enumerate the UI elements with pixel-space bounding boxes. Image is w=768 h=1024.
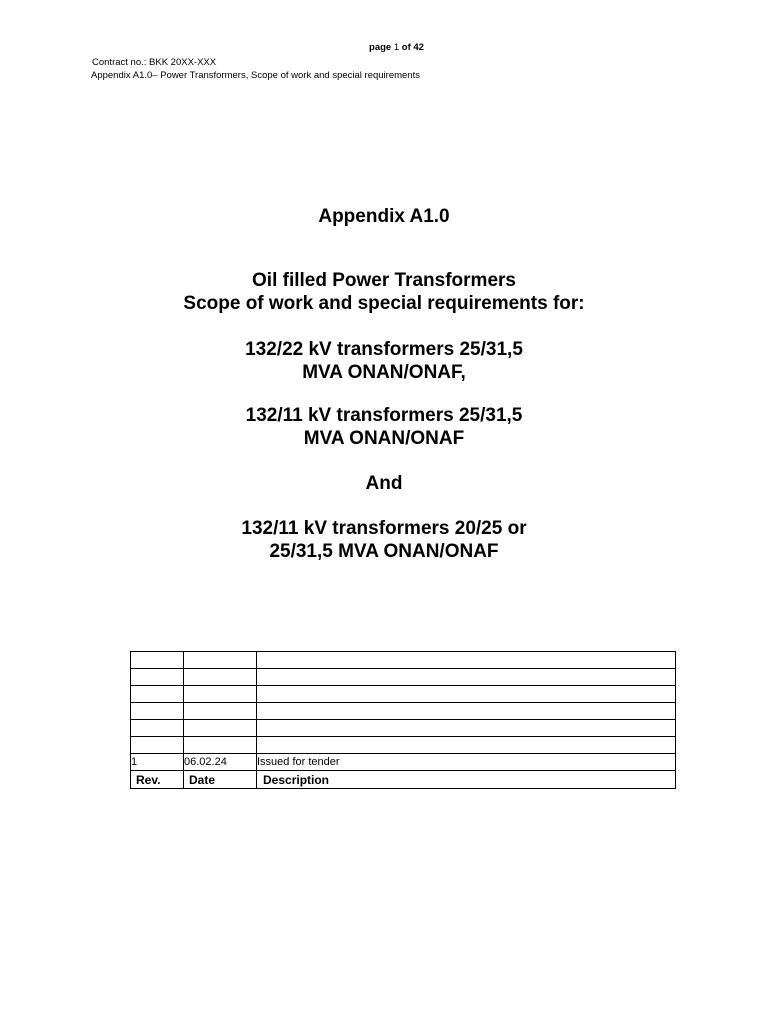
spec-1-line-1: 132/22 kV transformers 25/31,5	[245, 339, 523, 360]
rev-cell: 1	[131, 754, 184, 771]
appendix-title: Appendix A1.0	[318, 206, 450, 227]
doc-title-line-2: Scope of work and special requirements for:	[183, 293, 585, 314]
table-row	[131, 686, 676, 703]
table-row	[131, 754, 676, 771]
date-cell	[184, 669, 257, 686]
rev-cell	[131, 686, 184, 703]
table-row	[131, 737, 676, 754]
spec-2-line-2: MVA ONAN/ONAF	[303, 428, 465, 449]
description-cell: Issued for tender	[257, 754, 676, 771]
date-cell: 06.02.24	[184, 754, 257, 771]
doc-title-line-1: Oil filled Power Transformers	[252, 270, 516, 291]
page-number-total: of 42	[399, 42, 424, 53]
spec-3-line-2: 25/31,5 MVA ONAN/ONAF	[269, 541, 499, 562]
rev-cell	[131, 703, 184, 720]
spec-2-line-1: 132/11 kV transformers 25/31,5	[245, 405, 523, 426]
rev-cell	[131, 669, 184, 686]
date-cell	[184, 737, 257, 754]
description-cell	[257, 703, 676, 720]
table-row	[131, 669, 676, 686]
page-number	[0, 42, 768, 53]
description-cell	[257, 737, 676, 754]
table-header-row	[131, 771, 676, 789]
date-cell	[184, 686, 257, 703]
appendix-header-line: Appendix A1.0– Power Transformers, Scope of work and special requirements	[91, 70, 420, 81]
rev-cell	[131, 737, 184, 754]
description-cell	[257, 652, 676, 669]
table-row	[131, 652, 676, 669]
description-cell	[257, 686, 676, 703]
and-word: And	[365, 473, 403, 494]
contract-number: Contract no.: BKK 20XX-XXX	[92, 57, 217, 68]
rev-cell	[131, 652, 184, 669]
date-cell	[184, 703, 257, 720]
description-cell	[257, 720, 676, 737]
date-cell	[184, 720, 257, 737]
rev-cell	[131, 720, 184, 737]
revision-table	[130, 651, 676, 789]
table-row	[131, 720, 676, 737]
rev-header: Rev.	[131, 771, 184, 789]
spec-3-line-1: 132/11 kV transformers 20/25 or	[241, 518, 527, 539]
page-number-current: 1	[393, 42, 400, 53]
page-number-prefix: page	[369, 42, 394, 53]
description-cell	[257, 669, 676, 686]
table-row	[131, 703, 676, 720]
description-header: Description	[257, 771, 676, 789]
date-cell	[184, 652, 257, 669]
spec-1-line-2: MVA ONAN/ONAF,	[302, 362, 466, 383]
date-header: Date	[184, 771, 257, 789]
